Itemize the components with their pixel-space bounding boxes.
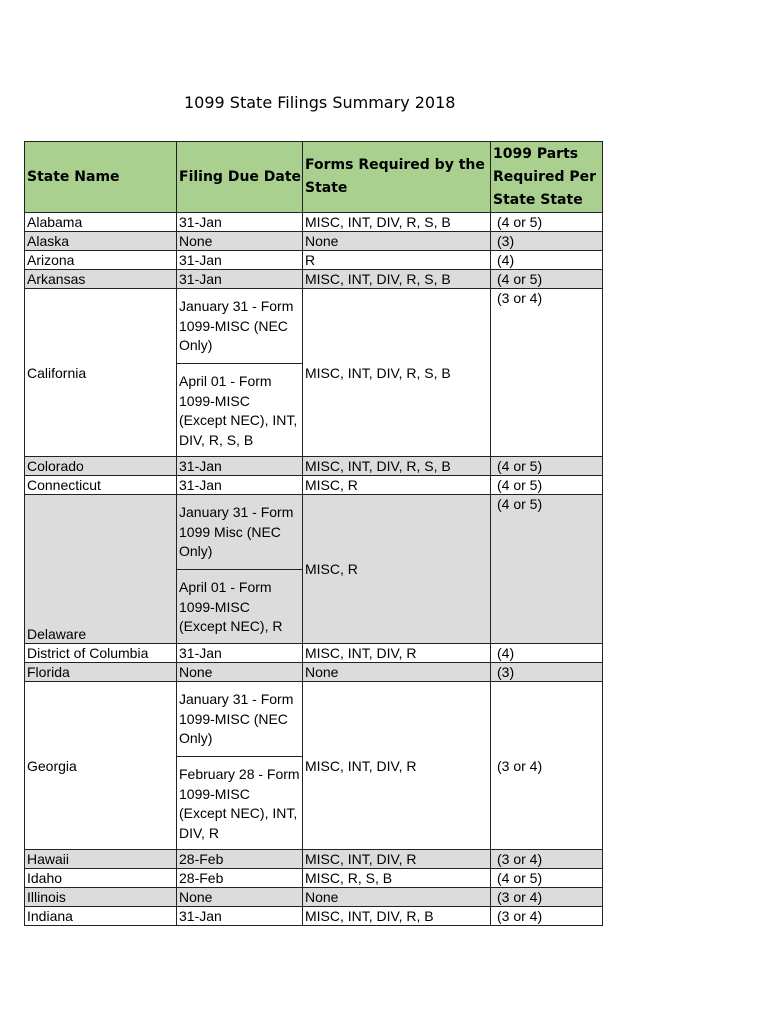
forms-required: MISC, INT, DIV, R [303,644,491,663]
table-row [25,682,603,850]
parts-required: (3 or 4) [491,850,603,869]
state-name: Hawaii [25,850,177,869]
due-date-part: January 31 - Form 1099 Misc (NEC Only) [179,504,294,559]
state-name: California [25,289,177,457]
state-name: Idaho [25,869,177,888]
filing-due-date: None [177,232,303,251]
forms-required: MISC, INT, DIV, R, S, B [303,457,491,476]
table-row [25,251,603,270]
parts-required: (4 or 5) [491,457,603,476]
state-name: Colorado [25,457,177,476]
parts-required: (4 or 5) [491,495,603,644]
parts-required: (3) [491,663,603,682]
forms-required: None [303,888,491,907]
parts-required: (3 or 4) [491,888,603,907]
table-row [25,457,603,476]
parts-required: (4) [491,644,603,663]
filing-due-date: 28-Feb [177,869,303,888]
header-state-name: State Name [25,142,177,213]
table-row [25,476,603,495]
filing-due-date: None [177,888,303,907]
state-name: Arizona [25,251,177,270]
due-date-part: April 01 - Form 1099-MISC (Except NEC), INT, DIV, R, S, B [177,363,302,456]
forms-required: MISC, INT, DIV, R [303,682,491,850]
parts-required: (3 or 4) [491,907,603,926]
forms-required: MISC, R [303,476,491,495]
due-date-part: January 31 - Form 1099-MISC (NEC Only) [179,298,294,353]
table-row [25,289,603,457]
parts-required: (3) [491,232,603,251]
table-row [25,850,603,869]
parts-required: (4 or 5) [491,270,603,289]
due-date-part: January 31 - Form 1099-MISC (NEC Only) [179,691,294,746]
header-parts-required: 1099 Parts Required Per State State [491,142,603,213]
forms-required: None [303,232,491,251]
state-name: Florida [25,663,177,682]
parts-required: (4 or 5) [491,869,603,888]
filing-due-date: 31-Jan [177,644,303,663]
filing-due-date [177,682,303,850]
filing-due-date [177,289,303,457]
table-row [25,495,603,644]
filing-due-date: 28-Feb [177,850,303,869]
forms-required: MISC, R, S, B [303,869,491,888]
forms-required: MISC, INT, DIV, R, S, B [303,213,491,232]
table-row [25,232,603,251]
filing-due-date: None [177,663,303,682]
state-name: Indiana [25,907,177,926]
parts-required: (4 or 5) [491,476,603,495]
state-name: Connecticut [25,476,177,495]
forms-required: MISC, INT, DIV, R [303,850,491,869]
state-name: Alaska [25,232,177,251]
table-row [25,663,603,682]
filing-due-date: 31-Jan [177,457,303,476]
state-name: Arkansas [25,270,177,289]
parts-required: (4) [491,251,603,270]
document-title: 1099 State Filings Summary 2018 [184,93,456,112]
due-date-part: February 28 - Form 1099-MISC (Except NEC), INT, DIV, R [177,756,302,849]
state-name: Alabama [25,213,177,232]
table-row [25,270,603,289]
header-filing-due-date: Filing Due Date [177,142,303,213]
state-name: Illinois [25,888,177,907]
state-filings-table [24,141,603,926]
filing-due-date [177,495,303,644]
parts-required: (3 or 4) [491,289,603,457]
table-row [25,888,603,907]
filing-due-date: 31-Jan [177,270,303,289]
parts-required: (4 or 5) [491,213,603,232]
filing-due-date: 31-Jan [177,251,303,270]
forms-required: None [303,663,491,682]
state-name: Georgia [25,682,177,850]
header-forms-required: Forms Required by the State [303,142,491,213]
state-name: Delaware [25,495,177,644]
parts-required: (3 or 4) [491,682,603,850]
due-date-part: April 01 - Form 1099-MISC (Except NEC), R [177,569,302,643]
filing-due-date: 31-Jan [177,907,303,926]
table-row [25,644,603,663]
forms-required: MISC, R [303,495,491,644]
forms-required: R [303,251,491,270]
forms-required: MISC, INT, DIV, R, B [303,907,491,926]
table-row [25,907,603,926]
header-row [25,142,603,213]
forms-required: MISC, INT, DIV, R, S, B [303,270,491,289]
filing-due-date: 31-Jan [177,476,303,495]
filing-due-date: 31-Jan [177,213,303,232]
table-row [25,213,603,232]
table-row [25,869,603,888]
forms-required: MISC, INT, DIV, R, S, B [303,289,491,457]
state-name: District of Columbia [25,644,177,663]
